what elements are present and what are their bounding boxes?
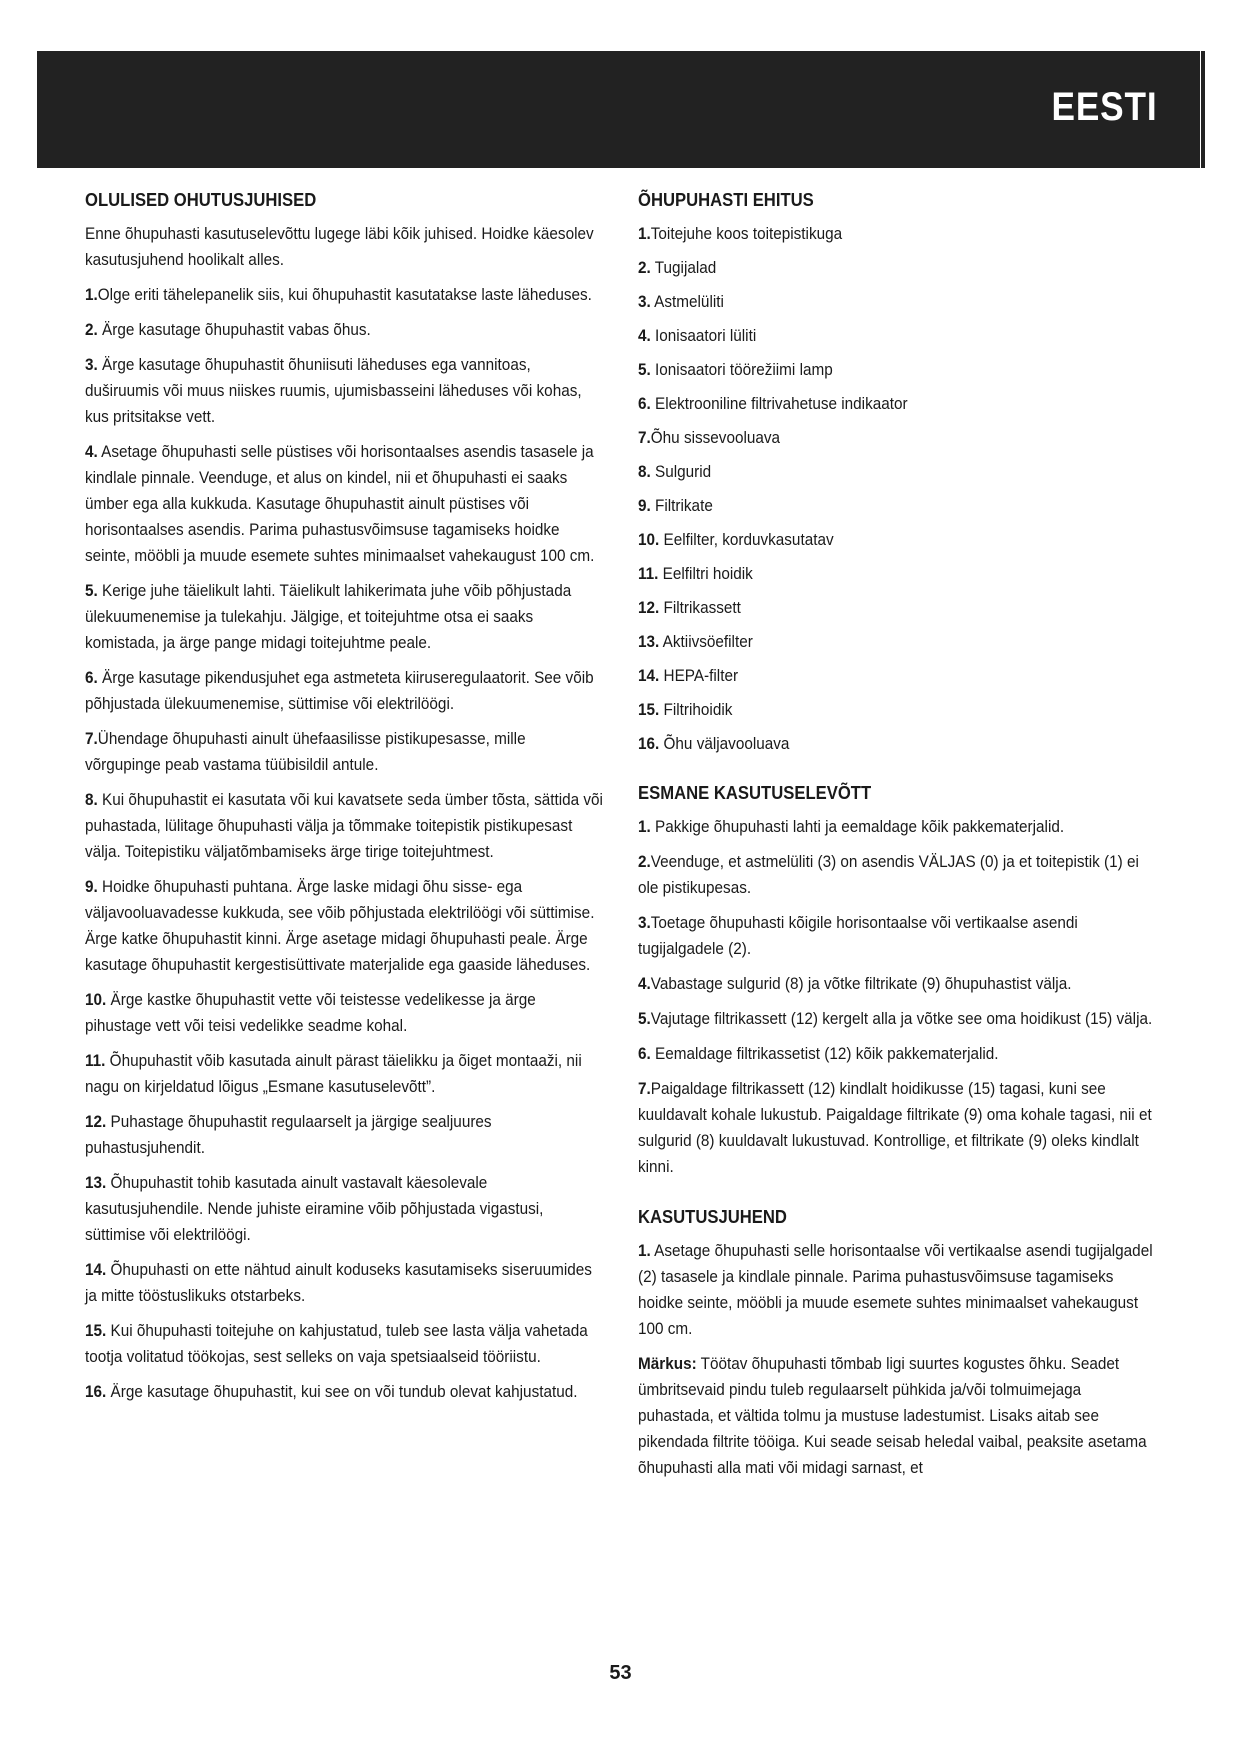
item-number: 1.: [85, 285, 98, 304]
item-text: Pakkige õhupuhasti lahti ja eemaldage kõik pakkematerjalid.: [650, 817, 1065, 836]
list-item: [85, 1257, 604, 1309]
banner-edge: [1201, 51, 1205, 168]
setup-section: [638, 782, 1158, 1180]
item-text: Aktiivsöefilter: [659, 632, 753, 651]
item-number: 15.: [85, 1321, 107, 1340]
list-item: [638, 527, 1106, 552]
item-number: 3.: [638, 913, 651, 932]
list-item: [638, 391, 1106, 416]
list-item: [638, 425, 1106, 450]
item-text: Olge eriti tähelepanelik siis, kui õhupuhastit kasutatakse laste läheduses.: [97, 285, 592, 304]
list-item: [638, 910, 1157, 962]
item-number: 8.: [638, 462, 651, 481]
item-text: Veenduge, et astmelüliti (3) on asendis VÄLJAS (0) ja et toitepistik (1) ei ole pistikupesas.: [638, 852, 1139, 897]
list-item: [638, 561, 1106, 586]
item-number: 2.: [638, 258, 651, 277]
list-item: [638, 663, 1106, 688]
list-item: [85, 987, 604, 1039]
setup-heading: ESMANE KASUTUSELEVÕTT: [638, 782, 872, 803]
list-item: [85, 352, 604, 430]
item-text: Eelfilter, korduvkasutatav: [659, 530, 834, 549]
list-item: [638, 323, 1106, 348]
list-item: [638, 849, 1157, 901]
item-text: Õhupuhastit tohib kasutada ainult vastavalt käesolevale kasutusjuhendile. Nende juhiste eiramine võib põhjustada vigastusi, süttimise või elektrilöögi.: [85, 1173, 544, 1244]
safety-list: [85, 282, 605, 1405]
item-number: 13.: [638, 632, 660, 651]
list-item: [638, 697, 1106, 722]
list-item: [85, 282, 604, 308]
note-text: Töötav õhupuhasti tõmbab ligi suurtes kogustes õhku. Seadet ümbritsevaid pindu tuleb regulaarselt pühkida ja/või tolmuimejaga puhastada, et vältida tolmu ja mustuse ladestumist. Lisaks aitab see pikendada filtrite tööiga. Kui seade seisab heledal vaibal, peaksite asetama õhupuhasti alla mati või midagi sarnast, et: [638, 1354, 1147, 1477]
safety-column: [85, 189, 605, 1414]
item-number: 9.: [638, 496, 651, 515]
item-number: 12.: [85, 1112, 107, 1131]
language-banner: [37, 51, 1200, 168]
list-item: [85, 1170, 604, 1248]
item-number: 5.: [638, 1009, 651, 1028]
item-number: 13.: [85, 1173, 107, 1192]
item-text: Ärge kastke õhupuhastit vette või teistesse vedelikesse ja ärge pihustage vett või teisi vedelikke seadme kohal.: [85, 990, 536, 1035]
item-text: Kui õhupuhastit ei kasutata või kui kavatsete seda ümber tõsta, sättida või puhastada, lülitage õhupuhasti välja ja tõmmake toitepistik pistikupesast välja. Toitepistiku väljatõmbamiseks ärge tirige toitejuhtmest.: [85, 790, 603, 861]
usage-section: [638, 1206, 1158, 1481]
item-number: 9.: [85, 877, 98, 896]
item-number: 14.: [85, 1260, 107, 1279]
note-label: Märkus:: [638, 1354, 697, 1373]
item-number: 4.: [85, 442, 98, 461]
item-number: 3.: [638, 292, 651, 311]
safety-intro: Enne õhupuhasti kasutuselevõttu lugege läbi kõik juhised. Hoidke käesolev kasutusjuhend hoolikalt alles.: [85, 224, 594, 269]
item-number: 6.: [638, 1044, 651, 1063]
item-number: 1.: [638, 224, 651, 243]
item-text: Ärge kasutage õhupuhastit vabas õhus.: [97, 320, 371, 339]
item-text: Filtrihoidik: [659, 700, 733, 719]
item-text: Vajutage filtrikassett (12) kergelt alla ja võtke see oma hoidikust (15) välja.: [650, 1009, 1153, 1028]
item-number: 4.: [638, 974, 651, 993]
item-number: 14.: [638, 666, 660, 685]
item-text: Puhastage õhupuhastit regulaarselt ja järgige sealjuures puhastusjuhendit.: [85, 1112, 492, 1157]
list-item: [85, 665, 604, 717]
list-item: [85, 1379, 604, 1405]
item-number: 5.: [638, 360, 651, 379]
list-item: [638, 629, 1106, 654]
list-item: [638, 357, 1106, 382]
safety-heading: OLULISED OHUTUSJUHISED: [85, 189, 317, 210]
item-number: 16.: [85, 1382, 107, 1401]
usage-heading: KASUTUSJUHEND: [638, 1206, 787, 1227]
usage-note: [638, 1351, 1157, 1481]
item-number: 12.: [638, 598, 660, 617]
list-item: [638, 459, 1106, 484]
list-item: [638, 1006, 1157, 1032]
list-item: [85, 726, 604, 778]
item-text: Toetage õhupuhasti kõigile horisontaalse või vertikaalse asendi tugijalgadele (2).: [638, 913, 1078, 958]
list-item: [638, 1041, 1157, 1067]
list-item: [85, 1318, 604, 1370]
info-column: [638, 189, 1158, 1507]
list-item: [638, 289, 1106, 314]
item-number: 11.: [638, 564, 659, 583]
list-item: [85, 1048, 604, 1100]
item-text: Elektrooniline filtrivahetuse indikaator: [650, 394, 908, 413]
item-text: Õhupuhasti on ette nähtud ainult koduseks kasutamiseks siseruumides ja mitte tööstuslikuks otstarbeks.: [85, 1260, 592, 1305]
item-text: Toitejuhe koos toitepistikuga: [650, 224, 843, 243]
item-number: 1.: [638, 1241, 651, 1260]
item-text: Ionisaatori lüliti: [650, 326, 757, 345]
item-text: Asetage õhupuhasti selle horisontaalse või vertikaalse asendi tugijalgadel (2) tasasele ja kindlale pinnale. Parima puhastusvõimsuse tagamiseks hoidke seinte, mööbli ja muude esemete suhtes minimaalset vahekaugust 100 cm.: [638, 1241, 1153, 1338]
item-text: Kui õhupuhasti toitejuhe on kahjustatud, tuleb see lasta välja vahetada tootja volitatud töökojas, sest selleks on vaja spetsiaalseid tööriistu.: [85, 1321, 588, 1366]
item-text: Ärge kasutage õhupuhastit, kui see on või tundub olevat kahjustatud.: [106, 1382, 578, 1401]
setup-list: [638, 814, 1158, 1180]
item-text: Õhupuhastit võib kasutada ainult pärast täielikku ja õiget montaaži, nii nagu on kirjeldatud lõigus „Esmane kasutuselevõtt”.: [85, 1051, 582, 1096]
item-text: Paigaldage filtrikassett (12) kindlalt hoidikusse (15) tagasi, kuni see kuuldavalt kohale lukustub. Paigaldage filtrikate (9) oma kohale tagasi, nii et sulgurid (8) kuuldavalt lukustuvad. Kontrollige, et filtrikate (9) oleks kindlalt kinni.: [638, 1079, 1152, 1176]
item-text: Õhu väljavooluava: [659, 734, 790, 753]
list-item: [85, 317, 604, 343]
item-number: 2.: [638, 852, 651, 871]
list-item: [638, 731, 1106, 756]
list-item: [638, 1076, 1157, 1180]
list-item: [638, 1238, 1157, 1342]
item-text: Asetage õhupuhasti selle püstises või horisontaalses asendis tasasele ja kindlale pinnale. Veenduge, et alus on kindel, nii et õhupuhasti ei saaks ümber ega alla kukkuda. Kasutage õhupuhastit ainult püstises või horisontaalses asendis. Parima puhastusvõimsuse tagamiseks hoidke seinte, mööbli ja muude esemete suhtes minimaalset vahekaugust 100 cm.: [85, 442, 595, 565]
list-item: [638, 595, 1106, 620]
item-number: 5.: [85, 581, 98, 600]
list-item: [85, 787, 604, 865]
page-number: 53: [609, 1662, 632, 1684]
list-item: [638, 221, 1106, 246]
item-text: HEPA-filter: [659, 666, 739, 685]
item-number: 3.: [85, 355, 98, 374]
item-text: Tugijalad: [650, 258, 717, 277]
item-number: 7.: [85, 729, 98, 748]
item-number: 15.: [638, 700, 660, 719]
item-number: 16.: [638, 734, 660, 753]
item-text: Filtrikate: [650, 496, 713, 515]
item-number: 10.: [638, 530, 660, 549]
item-text: Õhu sissevooluava: [650, 428, 781, 447]
item-number: 6.: [85, 668, 98, 687]
construction-heading: ÕHUPUHASTI EHITUS: [638, 189, 814, 210]
item-number: 7.: [638, 428, 651, 447]
list-item: [638, 493, 1106, 518]
list-item: [85, 1109, 604, 1161]
item-text: Ionisaatori töörežiimi lamp: [650, 360, 833, 379]
item-text: Hoidke õhupuhasti puhtana. Ärge laske midagi õhu sisse- ega väljavooluavadesse kukkuda, see võib põhjustada elektrilöögi või süttimise. Ärge katke õhupuhastit kinni. Ärge asetage midagi õhupuhasti peale. Ärge kasutage õhupuhastit kergestisüttivate materjalide ega gaaside läheduses.: [85, 877, 595, 974]
usage-list: [638, 1238, 1158, 1342]
item-number: 7.: [638, 1079, 651, 1098]
list-item: [638, 971, 1157, 997]
item-text: Vabastage sulgurid (8) ja võtke filtrikate (9) õhupuhastist välja.: [650, 974, 1072, 993]
item-text: Kerige juhe täielikult lahti. Täielikult lahikerimata juhe võib põhjustada ülekuumenemise ja tulekahju. Jälgige, et toitejuhtme otsa ei saaks komistada, ja ärge pange midagi toitejuhtme peale.: [85, 581, 572, 652]
item-text: Ärge kasutage pikendusjuhet ega astmeteta kiiruseregulaatorit. See võib põhjustada ülekuumenemise, süttimise või elektrilöögi.: [85, 668, 594, 713]
item-number: 8.: [85, 790, 98, 809]
item-text: Sulgurid: [650, 462, 712, 481]
item-text: Ühendage õhupuhasti ainult ühefaasilisse pistikupesasse, mille võrgupinge peab vastama tüübisildil antule.: [85, 729, 526, 774]
list-item: [85, 578, 604, 656]
list-item: [85, 439, 604, 569]
list-item: [638, 255, 1106, 280]
item-number: 10.: [85, 990, 107, 1009]
item-number: 4.: [638, 326, 651, 345]
item-text: Eelfiltri hoidik: [658, 564, 753, 583]
parts-list: [638, 221, 1158, 756]
item-number: 11.: [85, 1051, 106, 1070]
construction-section: [638, 189, 1158, 756]
item-number: 2.: [85, 320, 98, 339]
item-number: 6.: [638, 394, 651, 413]
item-text: Eemaldage filtrikassetist (12) kõik pakkematerjalid.: [650, 1044, 999, 1063]
item-text: Astmelüliti: [650, 292, 724, 311]
item-text: Ärge kasutage õhupuhastit õhuniisuti läheduses ega vannitoas, duširuumis või muus niiskes ruumis, ujumisbasseini läheduses või kohas, kus pritsitakse vett.: [85, 355, 582, 426]
item-text: Filtrikassett: [659, 598, 741, 617]
list-item: [85, 874, 604, 978]
language-label: EESTI: [1051, 85, 1158, 129]
item-number: 1.: [638, 817, 651, 836]
list-item: [638, 814, 1157, 840]
